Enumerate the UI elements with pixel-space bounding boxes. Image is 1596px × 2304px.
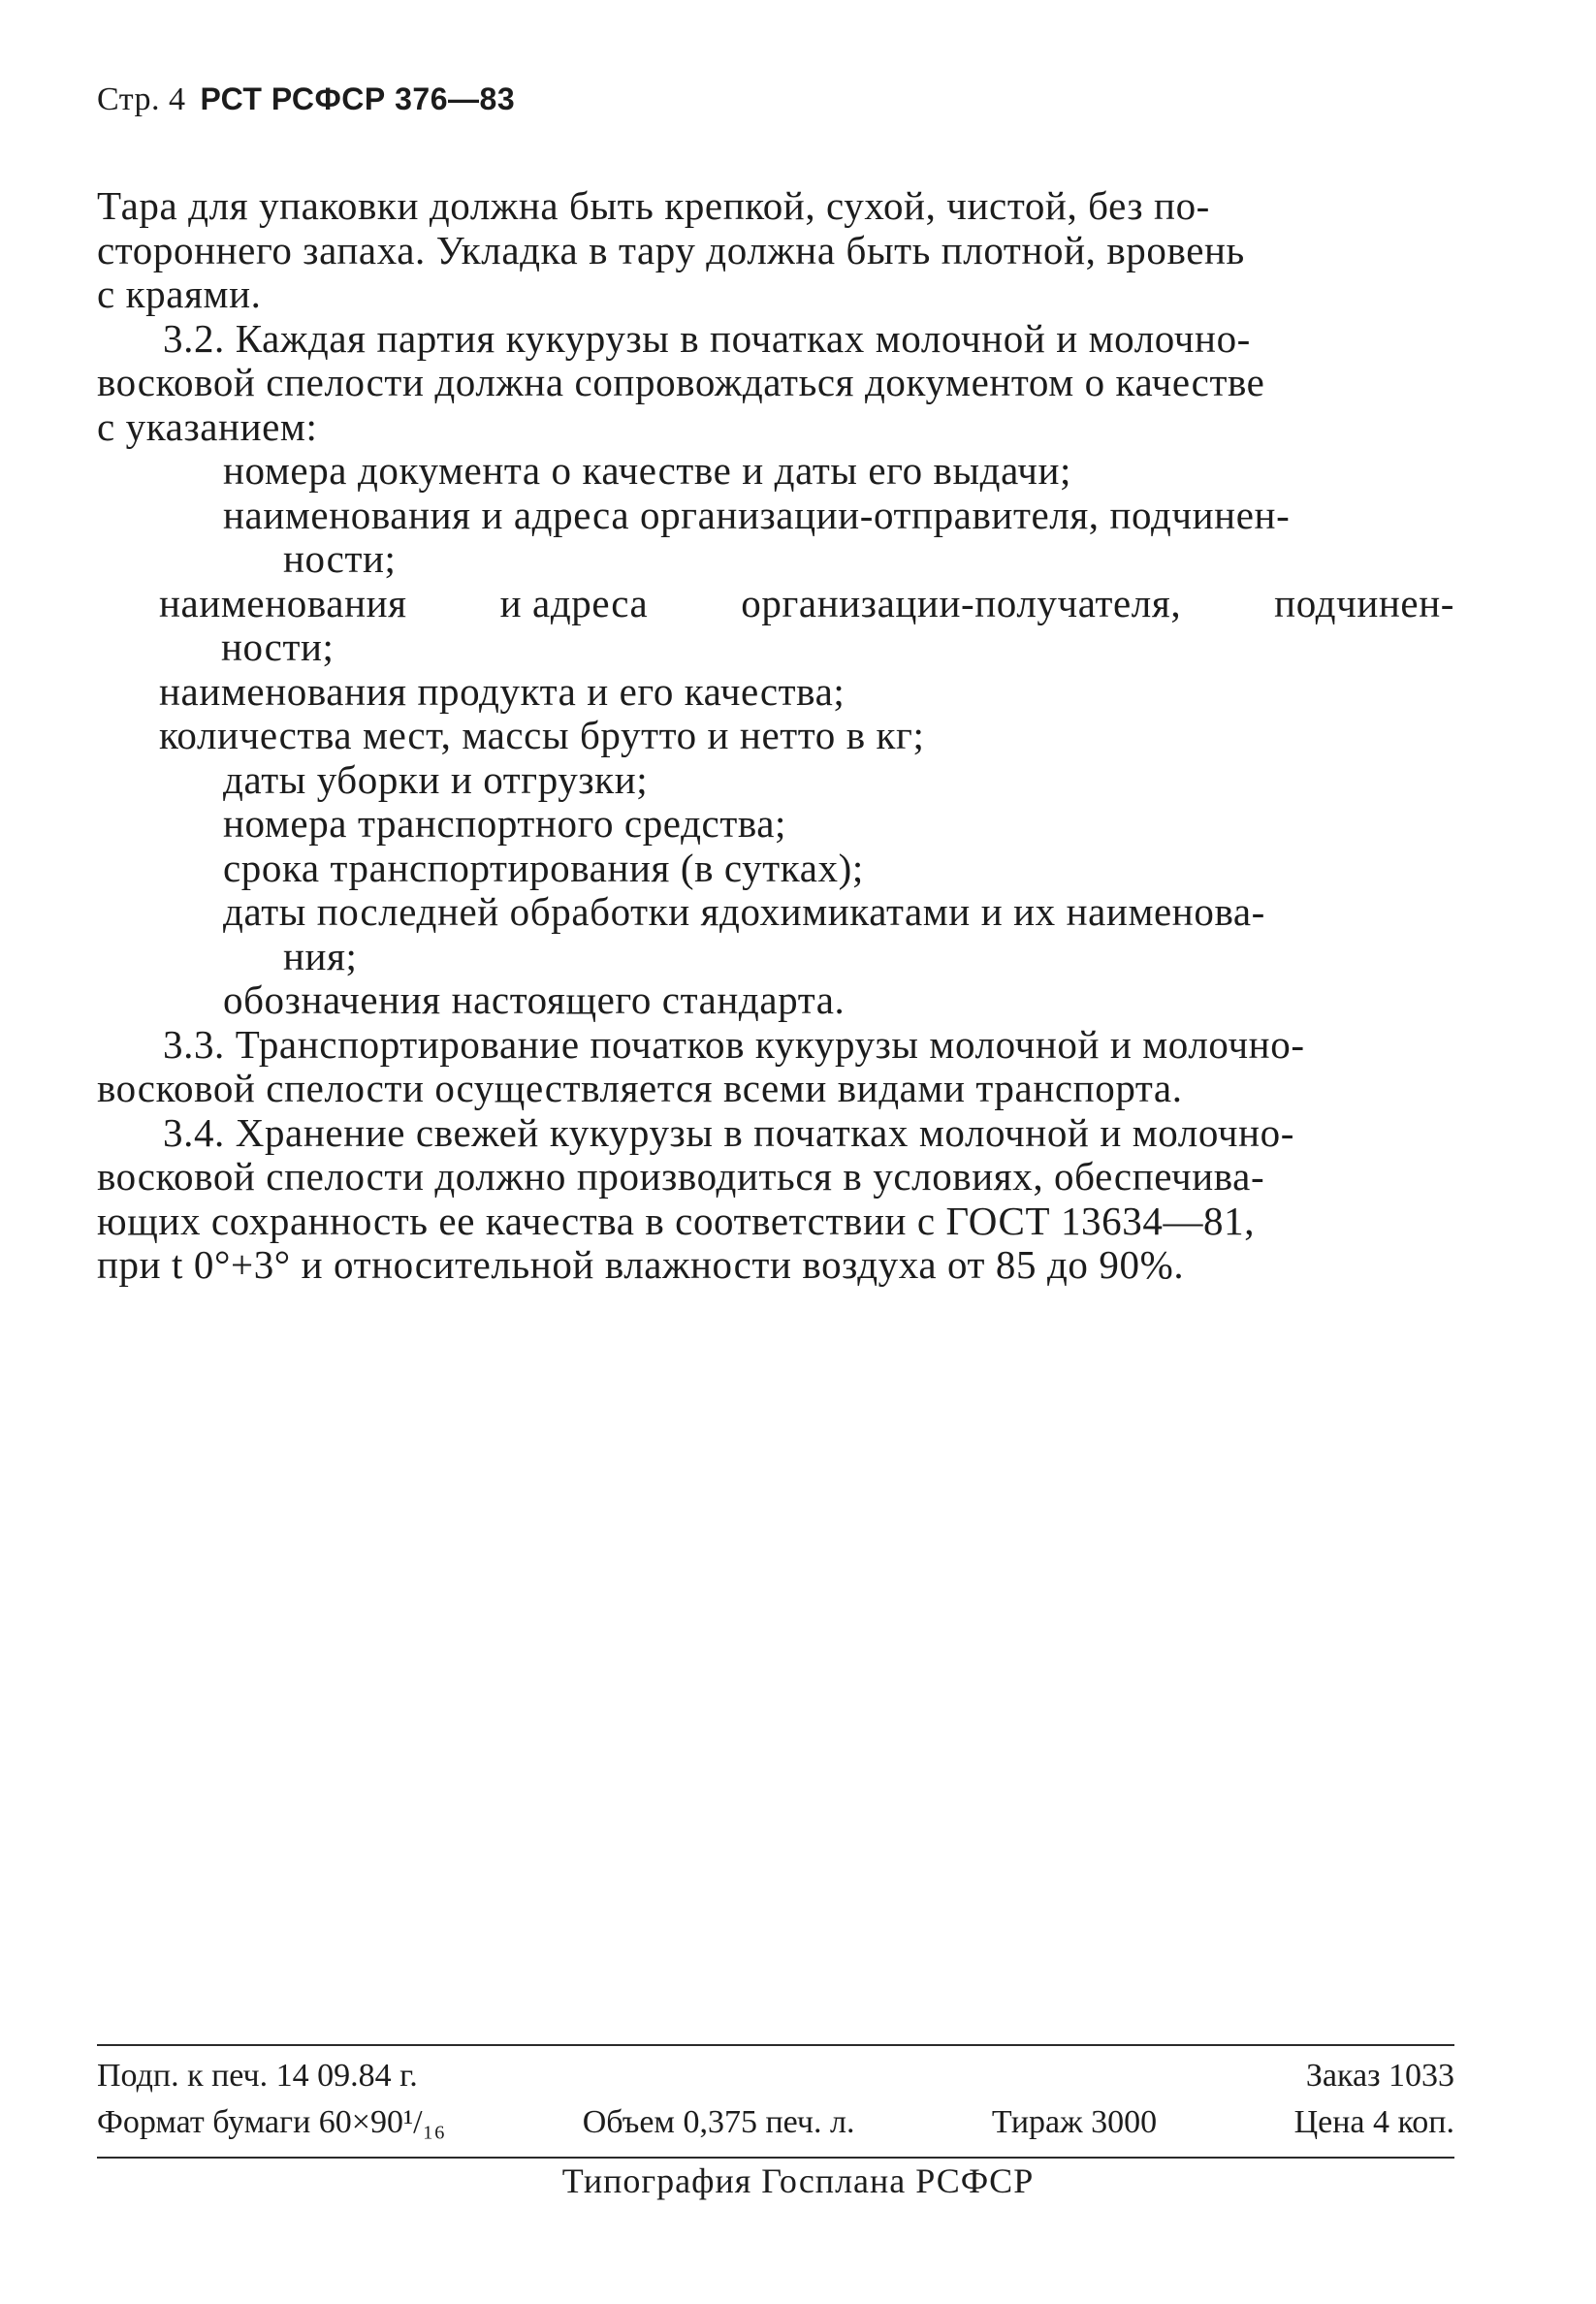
list-item: наименования и адреса организации-отправителя, подчинен- xyxy=(223,492,1291,537)
printer-name: Типография Госплана РСФСР xyxy=(561,2161,1035,2200)
list-item: количества мест, массы брутто и нетто в кг; xyxy=(159,713,925,757)
imprint-bottom-rule xyxy=(97,2157,1454,2159)
clause-3-3-start: 3.3. Транспортирование початков кукурузы молочной и молочно- xyxy=(163,1021,1305,1067)
page-header xyxy=(97,81,515,118)
list-item: наименования продукта и его качества; xyxy=(159,668,846,714)
imprint-row-2 xyxy=(97,2104,1454,2151)
list-item-continuation: ния; xyxy=(283,933,358,978)
list-item: обозначения настоящего стандарта. xyxy=(223,977,846,1022)
circulation: Тираж 3000 xyxy=(991,2104,1158,2140)
list-item: наименования и адреса организации-получателя, подчинен- xyxy=(159,580,1454,625)
list-item-continuation: ности; xyxy=(283,536,397,581)
imprint-row-1 xyxy=(97,2058,1454,2104)
list-item: номера транспортного средства; xyxy=(223,801,787,846)
page-number: Стр. 4 xyxy=(97,81,186,117)
body-text xyxy=(97,184,1454,1288)
text-line: Тара для упаковки должна быть крепкой, сухой, чистой, без по- xyxy=(97,183,1210,228)
text-line: восковой спелости должна сопровождаться документом о качестве xyxy=(97,360,1265,404)
price: Цена 4 коп. xyxy=(1293,2104,1454,2140)
standard-code: РСТ РСФСР 376—83 xyxy=(200,81,516,116)
list-item: номера документа о качестве и даты его выдачи; xyxy=(223,448,1072,493)
volume: Объем 0,375 печ. л. xyxy=(582,2104,855,2140)
imprint-top-rule xyxy=(97,2044,1454,2046)
list-item: даты уборки и отгрузки; xyxy=(223,756,649,802)
list-item-continuation: ности; xyxy=(221,624,335,669)
signed-to-print: Подп. к печ. 14 09.84 г. xyxy=(97,2058,418,2094)
paper-format: Формат бумаги 60×90¹/₁₆ xyxy=(97,2104,446,2140)
text-line: с краями. xyxy=(97,272,262,316)
text-line: ющих сохранность ее качества в соответствии с ГОСТ 13634—81, xyxy=(97,1198,1256,1243)
clause-3-2-start: 3.2. Каждая партия кукурузы в початках молочной и молочно- xyxy=(163,315,1251,361)
text-line: стороннего запаха. Укладка в тару должна быть плотной, вровень xyxy=(97,227,1245,272)
clause-3-4-start: 3.4. Хранение свежей кукурузы в початках молочной и молочно- xyxy=(163,1109,1295,1155)
text-line: с указанием: xyxy=(97,403,318,449)
list-item: срока транспортирования (в сутках); xyxy=(223,845,864,890)
text-line: восковой спелости осуществляется всеми видами транспорта. xyxy=(97,1066,1183,1110)
text-line: восковой спелости должно производиться в условиях, обеспечива- xyxy=(97,1154,1265,1199)
list-item: даты последней обработки ядохимикатами и их наименова- xyxy=(223,889,1265,934)
order-number: Заказ 1033 xyxy=(1305,2058,1454,2094)
imprint-block xyxy=(97,2058,1454,2151)
text-line: при t 0°+3° и относительной влажности воздуха от 85 до 90%. xyxy=(97,1242,1185,1287)
